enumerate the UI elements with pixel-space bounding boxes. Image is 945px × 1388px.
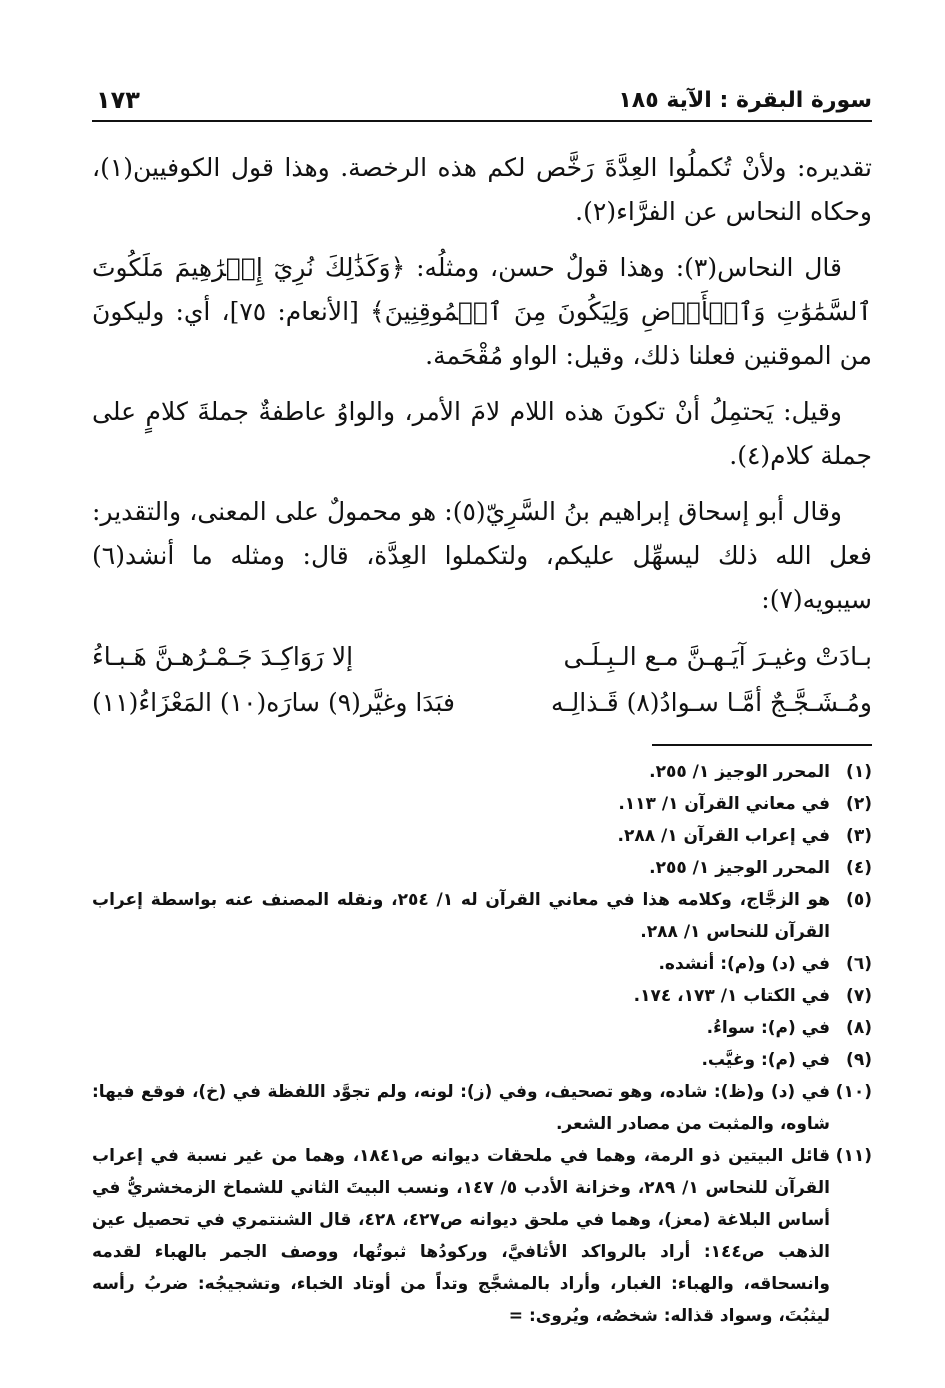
footnote: [92, 820, 872, 852]
main-text: [92, 146, 872, 622]
page-number: ١٧٣: [96, 86, 140, 114]
footnote-text: المحرر الوجيز ١/ ٢٥٥.: [649, 762, 830, 782]
footnote: [92, 1076, 872, 1140]
footnote-number: (١١): [835, 1146, 872, 1166]
footnote-text: في (د) و(م): أنشده.: [658, 954, 830, 974]
footnote-text: في الكتاب ١/ ١٧٣، ١٧٤.: [633, 986, 830, 1006]
footnote-number: (٧): [846, 986, 872, 1006]
verse-first-hemistich: ومُـشَـجَّـجٌ أمَّـا سـوادُ(٨) قَـذالِـه: [550, 688, 872, 717]
footnote-number: (٦): [846, 954, 872, 974]
verse-first-hemistich: بـادَتْ وغيـرَ آيَـهـنَّ مـع الـبِـلَـى: [563, 642, 872, 671]
footnote-number: (٢): [846, 794, 872, 814]
footnote-text: في (م): سواءُ.: [706, 1018, 830, 1038]
footnote: [92, 980, 872, 1012]
paragraph: تقديره: ولأنْ تُكملُوا العِدَّةَ رَخَّص لكم هذه الرخصة. وهذا قول الكوفيين(١)، وحكاه النحاس عن الفرَّاء(٢).: [92, 153, 872, 226]
verse-line: [92, 680, 872, 726]
paragraph: قال النحاس(٣): وهذا قولٌ حسن، ومثلُه: ﴿وَكَذَٰلِكَ نُرِيٓ إِبۡرَٰهِيمَ مَلَكُوتَ ٱلسَّمَٰوَٰتِ وَٱلۡأَرۡضِ وَلِيَكُونَ مِنَ ٱلۡمُوقِنِينَ﴾ [الأنعام: ٧٥]، أي: وليكونَ من الموقنين فعلنا ذلك، وقيل: الواو مُقْحَمة.: [92, 253, 872, 370]
footnote-number: (٤): [846, 858, 872, 878]
footnote-text: المحرر الوجيز ١/ ٢٥٥.: [649, 858, 830, 878]
footnote: [92, 1140, 872, 1332]
footnote-number: (١٠): [835, 1082, 872, 1102]
footnote-number: (٨): [846, 1018, 872, 1038]
footnote-number: (٣): [846, 826, 872, 846]
footnote-text: في (د) و(ظ): شاده، وهو تصحيف، وفي (ز): لونه، ولم تجوَّد اللفظة في (خ)، فوقع فيها: شاوه، والمثبت من مصادر الشعر.: [92, 1082, 830, 1134]
footnote-number: (١): [846, 762, 872, 782]
footnote-text: هو الزجَّاج، وكلامه هذا في معاني القرآن له ١/ ٢٥٤، ونقله المصنف عنه بواسطة إعراب القرآن للنحاس ١/ ٢٨٨.: [92, 890, 830, 942]
footnote-number: (٩): [846, 1050, 872, 1070]
footnote-text: قائل البيتين ذو الرمة، وهما في ملحقات ديوانه ص١٨٤١، وهما من غير نسبة في إعراب القرآن للنحاس ١/ ٢٨٩، وخزانة الأدب ٥/ ١٤٧، ونسب البيتَ الثاني للشماخ الزمخشريُّ في أساس البلاغة (معز)، وهما في ملحق ديوانه ص٤٢٧، ٤٢٨، قال الشنتمري في تحصيل عين الذهب ص١٤٤: أراد بالرواكد الأثافيَّ، وركودُها ثبوتُها، ووصف الجمر بالهباء لقدمه وانسحاقه، والهباء: الغبار، وأراد بالمشجَّج وتداً من أوتاد الخباء، وتشجيجُه: ضربُ رأسه ليثبُتَ، وسواد قذاله: شخصُه، ويُروى: =: [92, 1146, 831, 1326]
footnote: [92, 1012, 872, 1044]
footnote: [92, 788, 872, 820]
footnote-text: في (م): وغيَّب.: [701, 1050, 830, 1070]
verse-line: [92, 634, 872, 680]
poetry-verses: [92, 634, 872, 726]
verse-second-hemistich: إلا رَوَاكِـدَ جَـمْـرُهـنَّ هَـبـاءُ: [92, 642, 354, 671]
footnote: [92, 852, 872, 884]
footnotes: [92, 756, 872, 1332]
footnote: [92, 756, 872, 788]
book-page: [92, 80, 872, 1370]
footnote-number: (٥): [846, 890, 872, 910]
footnote-divider: [652, 744, 872, 746]
verse-second-hemistich: فبَدَا وغيَّر(٩) سارَه(١٠) المَعْزَاءُ(١١): [92, 688, 455, 717]
paragraph: وقال أبو إسحاق إبراهيم بنُ السَّرِيّ(٥): هو محمولٌ على المعنى، والتقدير: فعل الله ذلك ليسهِّل عليكم، ولتكملوا العِدَّة، قال: ومثله ما أنشد(٦) سيبويه(٧):: [92, 497, 872, 614]
footnote: [92, 948, 872, 980]
paragraph: وقيل: يَحتمِلُ أنْ تكونَ هذه اللام لامَ الأمر، والواوُ عاطفةٌ جملةَ كلامٍ على جملة كلام(٤).: [92, 397, 872, 470]
footnote: [92, 1044, 872, 1076]
page-header: [92, 80, 872, 122]
footnote: [92, 884, 872, 948]
footnote-text: في معاني القرآن ١/ ١١٣.: [618, 794, 830, 814]
footnote-text: في إعراب القرآن ١/ ٢٨٨.: [617, 826, 830, 846]
running-title: سورة البقرة : الآية ١٨٥: [618, 88, 872, 113]
